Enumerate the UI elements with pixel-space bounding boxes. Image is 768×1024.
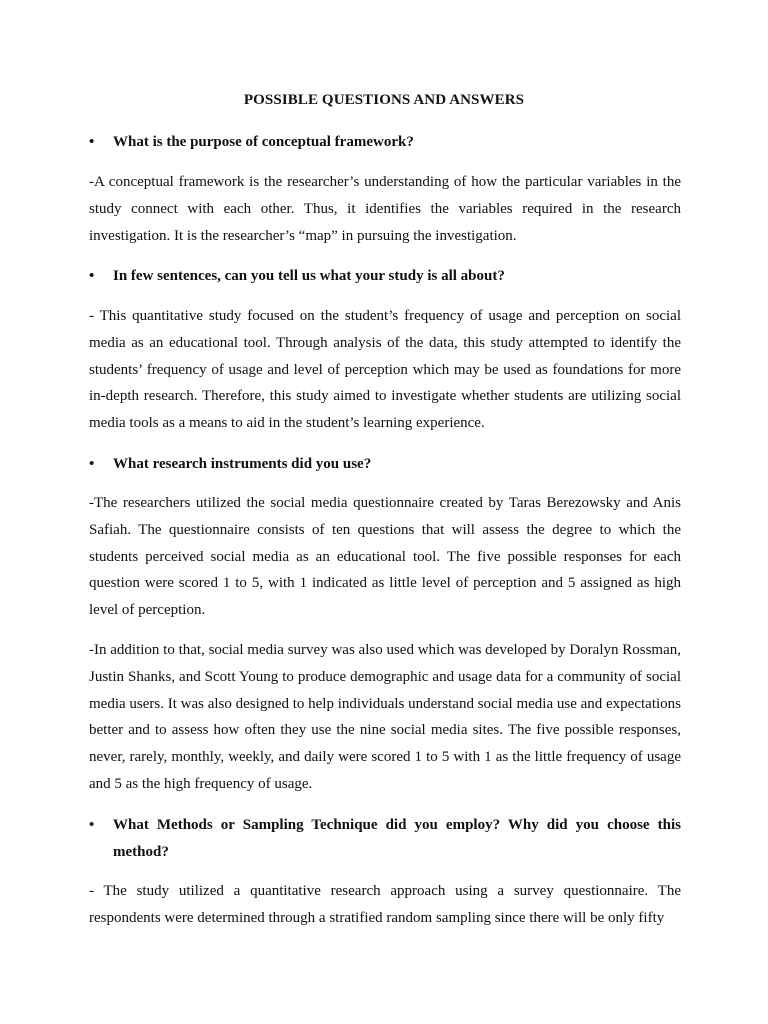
question-text: What is the purpose of conceptual framework? — [113, 134, 414, 150]
answer-paragraph: -A conceptual framework is the researcher’s understanding of how the particular variables in the study connect with each other. Thus, it identifies the variables required in the research investigation. It is the researcher’s “map” in pursuing the investigation. — [89, 174, 681, 244]
question-text: What Methods or Sampling Technique did you employ? Why did you choose this method? — [113, 817, 681, 860]
bullet-icon: • — [89, 817, 95, 833]
page-title: POSSIBLE QUESTIONS AND ANSWERS — [243, 92, 525, 108]
question-2 — [89, 263, 681, 290]
answer-paragraph: - The study utilized a quantitative research approach using a survey questionnaire. The respondents were determined through a stratified random sampling since there will be only fifty — [89, 883, 681, 926]
question-3 — [89, 451, 681, 478]
question-text: What research instruments did you use? — [113, 456, 372, 472]
question-1 — [89, 129, 681, 156]
question-4 — [89, 812, 681, 866]
answer-paragraph: -In addition to that, social media survey was also used which was developed by Doralyn Rossman, Justin Shanks, and Scott Young to produce demographic and usage data for a community of social media users. It was also designed to help individuals understand social media use and expectations better and to assess how often they use the nine social media sites. The five possible responses, never, rarely, monthly, weekly, and daily were scored 1 to 5 with 1 as the little frequency of usage and 5 as the high frequency of usage. — [89, 642, 681, 792]
answer-paragraph: - This quantitative study focused on the student’s frequency of usage and perception on social media as an educational tool. Through analysis of the data, this study attempted to identify the students’ frequency of usage and level of perception which may be used as foundations for more in-depth research. Therefore, this study aimed to investigate whether students are utilizing social media tools as a means to aid in the student’s learning experience. — [89, 308, 681, 432]
bullet-icon: • — [89, 268, 95, 284]
answer-paragraph: -The researchers utilized the social media questionnaire created by Taras Berezowsky and Anis Safiah. The questionnaire consists of ten questions that will assess the degree to which the students perceived social media as an educational tool. The five possible responses for each question were scored 1 to 5, with 1 indicated as little level of perception and 5 assigned as high level of perception. — [89, 495, 681, 619]
question-text: In few sentences, can you tell us what your study is all about? — [113, 268, 505, 284]
bullet-icon: • — [89, 456, 95, 472]
bullet-icon: • — [89, 134, 95, 150]
